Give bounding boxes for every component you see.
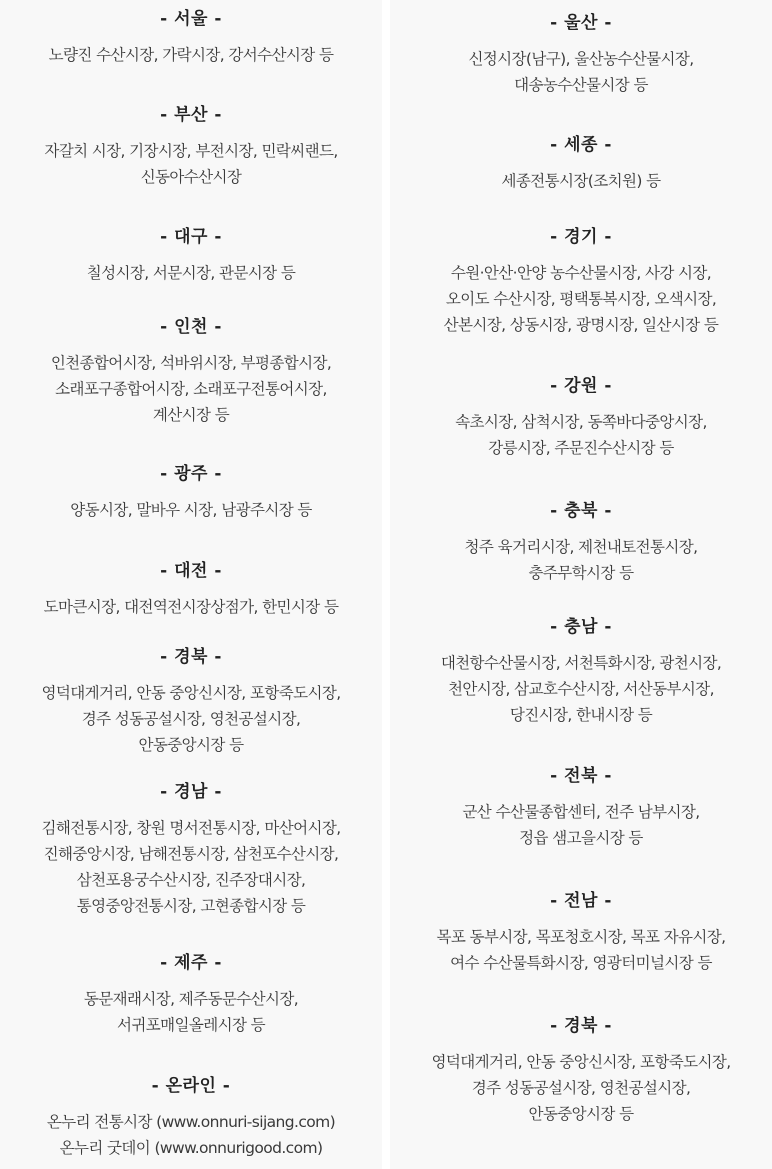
- region-markets: 온누리 전통시장 (www.onnuri-sijang.com) 온누리 굿데이 (www.onnurigood.com): [46, 1113, 336, 1157]
- region-title: - 경북 -: [550, 1016, 612, 1036]
- region-title: - 세종 -: [550, 135, 612, 155]
- region-title: - 충북 -: [550, 501, 612, 521]
- region-markets: 양동시장, 말바우 시장, 남광주시장 등: [70, 501, 312, 519]
- region-title: - 경북 -: [160, 647, 222, 667]
- region-jeonbuk: [390, 765, 772, 851]
- region-gyeongbuk-2: [390, 1015, 772, 1127]
- region-chungbuk: [390, 500, 772, 586]
- region-markets: 신정시장(남구), 울산농수산물시장, 대송농수산물시장 등: [468, 50, 694, 94]
- region-gangwon: [390, 375, 772, 461]
- region-markets: 목포 동부시장, 목포청호시장, 목포 자유시장, 여수 수산물특화시장, 영광터미널시장 등: [436, 928, 726, 972]
- region-title: - 충남 -: [550, 617, 612, 637]
- region-gwangju: [0, 463, 382, 523]
- region-markets: 칠성시장, 서문시장, 관문시장 등: [86, 264, 296, 282]
- region-title: - 강원 -: [550, 376, 612, 396]
- region-title: - 부산 -: [160, 105, 222, 125]
- region-daejeon: [0, 560, 382, 620]
- region-title: - 울산 -: [550, 13, 612, 33]
- region-seoul: [0, 8, 382, 68]
- region-gyeongnam: [0, 781, 382, 919]
- region-markets: 영덕대게거리, 안동 중앙신시장, 포항죽도시장, 경주 성동공설시장, 영천공설시장, 안동중앙시장 등: [41, 684, 341, 754]
- region-online: [0, 1075, 382, 1161]
- region-title: - 광주 -: [160, 464, 222, 484]
- region-markets: 세종전통시장(조치원) 등: [501, 172, 661, 190]
- region-title: - 전북 -: [550, 766, 612, 786]
- region-markets: 자갈치 시장, 기장시장, 부전시장, 민락씨랜드, 신동아수산시장: [44, 142, 338, 186]
- region-markets: 동문재래시장, 제주동문수산시장, 서귀포매일올레시장 등: [83, 990, 299, 1034]
- region-markets: 인천종합어시장, 석바위시장, 부평종합시장, 소래포구종합어시장, 소래포구전통어시장, 계산시장 등: [50, 354, 332, 424]
- region-title: - 온라인 -: [151, 1076, 231, 1096]
- region-gyeonggi: [390, 226, 772, 338]
- region-gyeongbuk: [0, 646, 382, 758]
- region-markets: 김해전통시장, 창원 명서전통시장, 마산어시장, 진해중앙시장, 남해전통시장, 삼천포수산시장, 삼천포용궁수산시장, 진주장대시장, 통영중앙전통시장, 고현종합시장 등: [41, 819, 341, 915]
- region-markets: 군산 수산물종합센터, 전주 남부시장, 정읍 샘고을시장 등: [462, 803, 700, 847]
- region-jeonnam: [390, 890, 772, 976]
- region-title: - 대구 -: [160, 227, 222, 247]
- region-chungnam: [390, 616, 772, 728]
- region-incheon: [0, 316, 382, 428]
- region-markets: 속초시장, 삼척시장, 동쪽바다중앙시장, 강릉시장, 주문진수산시장 등: [455, 413, 707, 457]
- region-title: - 서울 -: [160, 9, 222, 29]
- region-ulsan: [390, 12, 772, 98]
- region-markets: 영덕대게거리, 안동 중앙신시장, 포항죽도시장, 경주 성동공설시장, 영천공설시장, 안동중앙시장 등: [431, 1053, 731, 1123]
- region-markets: 대천항수산물시장, 서천특화시장, 광천시장, 천안시장, 삼교호수산시장, 서산동부시장, 당진시장, 한내시장 등: [440, 654, 722, 724]
- region-jeju: [0, 952, 382, 1038]
- region-markets: 수원·안산·안양 농수산물시장, 사강 시장, 오이도 수산시장, 평택통복시장, 오색시장, 산본시장, 상동시장, 광명시장, 일산시장 등: [443, 264, 719, 334]
- region-title: - 제주 -: [160, 953, 222, 973]
- region-markets: 노량진 수산시장, 가락시장, 강서수산시장 등: [48, 46, 334, 64]
- right-column: [390, 0, 772, 1169]
- region-title: - 경남 -: [160, 782, 222, 802]
- left-column: [0, 0, 382, 1169]
- region-title: - 대전 -: [160, 561, 222, 581]
- region-sejong: [390, 134, 772, 194]
- region-busan: [0, 104, 382, 190]
- region-title: - 인천 -: [160, 317, 222, 337]
- region-title: - 전남 -: [550, 891, 612, 911]
- region-markets: 도마큰시장, 대전역전시장상점가, 한민시장 등: [43, 598, 339, 616]
- region-daegu: [0, 226, 382, 286]
- region-markets: 청주 육거리시장, 제천내토전통시장, 충주무학시장 등: [464, 538, 698, 582]
- region-title: - 경기 -: [550, 227, 612, 247]
